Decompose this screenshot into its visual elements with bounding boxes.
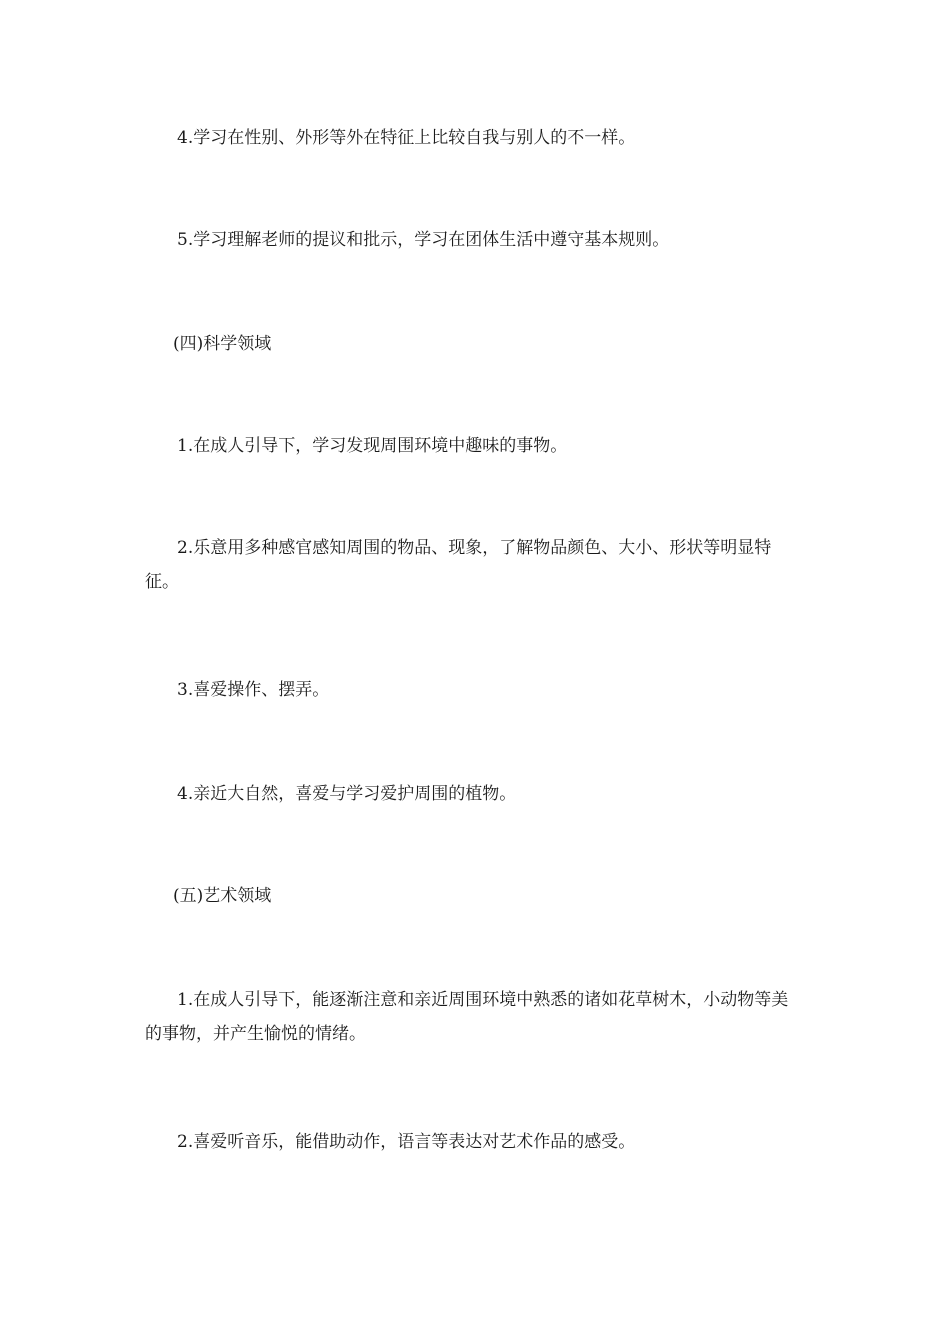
- paragraph-social-item-5: 5.学习理解老师的提议和批示，学习在团体生活中遵守基本规则。: [177, 230, 670, 250]
- paragraph-social-item-4: 4.学习在性别、外形等外在特征上比较自我与别人的不一样。: [177, 128, 636, 148]
- paragraph-science-item-3: 3.喜爱操作、摆弄。: [177, 680, 330, 700]
- section-heading-art: (五)艺术领域: [173, 886, 272, 906]
- paragraph-science-item-1: 1.在成人引导下，学习发现周围环境中趣味的事物。: [177, 436, 568, 456]
- paragraph-art-item-1: 1.在成人引导下，能逐渐注意和亲近周围环境中熟悉的诸如花草树木，小动物等美的事物，并产生愉悦的情绪。: [145, 990, 789, 1044]
- paragraph-science-item-2: 2.乐意用多种感官感知周围的物品、现象，了解物品颜色、大小、形状等明显特征。: [145, 538, 772, 592]
- section-heading-science: (四)科学领域: [173, 334, 272, 354]
- paragraph-science-item-4: 4.亲近大自然，喜爱与学习爱护周围的植物。: [177, 784, 517, 804]
- paragraph-art-item-2: 2.喜爱听音乐，能借助动作，语言等表达对艺术作品的感受。: [177, 1132, 636, 1152]
